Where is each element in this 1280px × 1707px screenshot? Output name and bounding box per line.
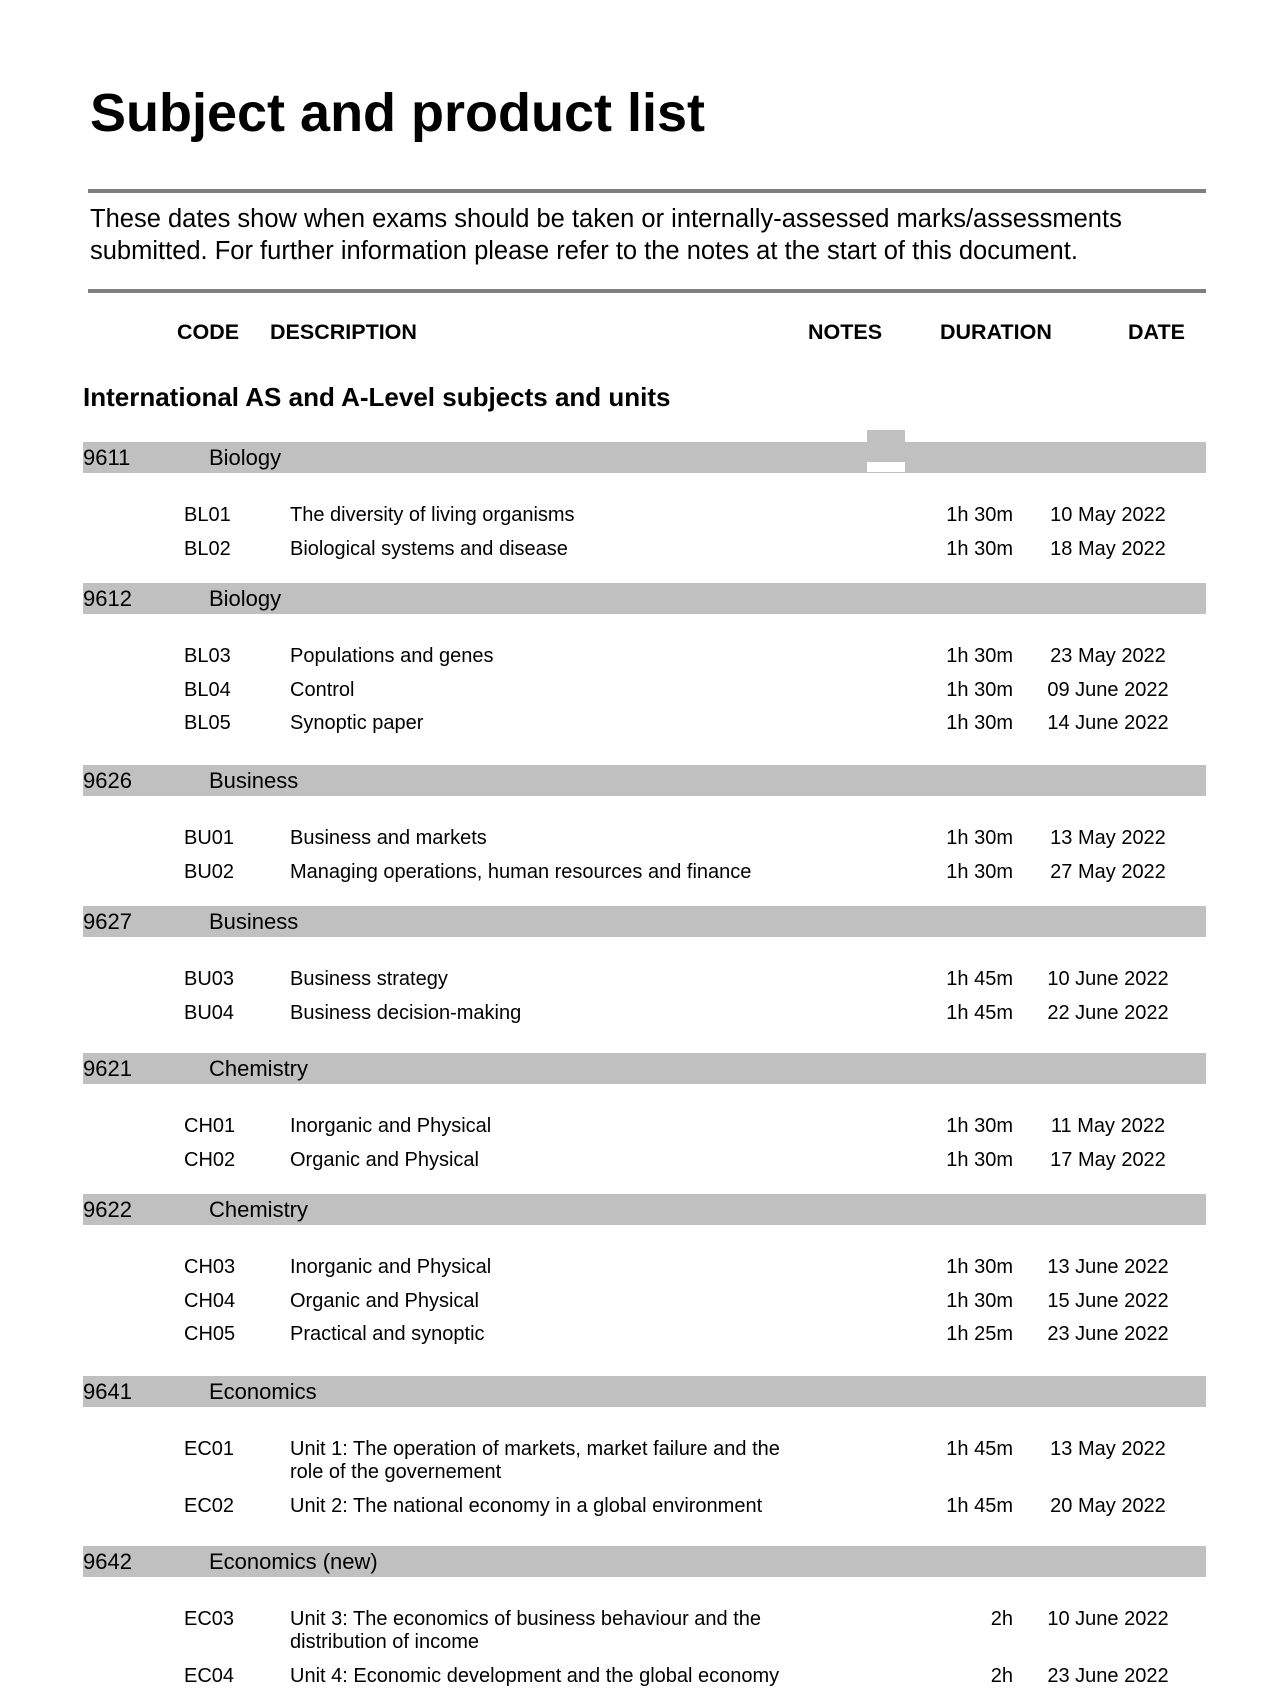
subject-code: 9627 [83,909,132,934]
unit-duration: 1h 30m [946,537,1013,560]
column-header-date: DATE [1128,320,1185,344]
unit-duration: 1h 45m [946,1494,1013,1517]
subject-header-bar [83,906,1206,937]
unit-description: Unit 3: The economics of business behaviour and the distribution of income [290,1608,762,1653]
column-header-description: DESCRIPTION [270,320,417,344]
unit-date: 18 May 2022 [1050,537,1166,560]
unit-date: 10 May 2022 [1050,504,1166,526]
unit-date: 10 June 2022 [1047,1608,1169,1630]
unit-code: BU04 [184,1001,235,1024]
unit-duration: 1h 30m [946,1115,1013,1137]
unit-code: EC01 [184,1438,235,1460]
unit-description: Populations and genes [290,645,494,667]
unit-description: Inorganic and Physical [290,1115,492,1137]
unit-code: BU03 [184,968,235,990]
unit-date: 11 May 2022 [1050,1115,1166,1137]
unit-description: Synoptic paper [290,712,424,734]
page-title: Subject and product list [90,83,706,143]
unit-duration: 1h 45m [946,1001,1013,1024]
subject-name: Chemistry [209,1197,309,1222]
unit-code: CH02 [184,1148,236,1171]
subject-header-bar [83,1194,1206,1225]
unit-description: Organic and Physical [290,1148,479,1171]
unit-code: BU01 [184,827,235,849]
unit-date: 13 May 2022 [1050,1438,1166,1460]
subject-code: 9621 [83,1056,132,1081]
unit-duration: 1h 25m [946,1323,1013,1345]
subject-name: Biology [209,445,282,470]
subject-name: Economics (new) [209,1549,378,1574]
unit-duration: 1h 30m [946,678,1013,701]
unit-date: 17 May 2022 [1050,1148,1166,1171]
subject-code: 9612 [83,586,132,611]
subject-name: Business [209,909,299,934]
unit-duration: 1h 45m [946,968,1013,990]
column-header-code: CODE [177,320,240,344]
unit-duration: 1h 30m [946,827,1013,849]
unit-code: BL02 [184,537,231,560]
unit-duration: 2h [990,1608,1013,1630]
unit-duration: 1h 30m [946,645,1013,667]
unit-date: 23 June 2022 [1047,1664,1169,1687]
unit-code: EC03 [184,1608,235,1630]
unit-description: Unit 1: The operation of markets, market failure and the role of the governement [290,1438,780,1483]
unit-date: 23 May 2022 [1050,645,1166,667]
unit-date: 20 May 2022 [1050,1494,1166,1517]
unit-code: BL03 [184,645,231,667]
unit-description: Control [290,678,355,701]
unit-date: 27 May 2022 [1050,860,1166,883]
intro-text: These dates show when exams should be taken or internally-assessed marks/assessments submitted. For further information please refer to the notes at the start of this document. [90,205,1122,265]
unit-description: The diversity of living organisms [290,504,575,526]
unit-description: Business decision-making [290,1001,522,1024]
unit-date: 23 June 2022 [1047,1323,1169,1345]
unit-description: Inorganic and Physical [290,1256,492,1278]
unit-duration: 1h 30m [946,1148,1013,1171]
unit-duration: 1h 30m [946,1289,1013,1312]
unit-description: Organic and Physical [290,1289,479,1312]
subject-code: 9641 [83,1379,132,1404]
subject-name: Business [209,768,299,793]
unit-duration: 1h 30m [946,504,1013,526]
subject-header-bar [83,1376,1206,1407]
subject-code: 9622 [83,1197,132,1222]
unit-code: EC04 [184,1664,235,1687]
unit-description: Business strategy [290,968,448,990]
subject-header-bar [83,765,1206,796]
unit-date: 14 June 2022 [1047,712,1169,734]
unit-code: CH04 [184,1289,236,1312]
unit-duration: 1h 30m [946,860,1013,883]
unit-date: 09 June 2022 [1047,678,1169,701]
unit-code: BL01 [184,504,231,526]
unit-date: 15 June 2022 [1047,1289,1169,1312]
unit-code: CH01 [184,1115,236,1137]
unit-description: Managing operations, human resources and finance [290,860,752,883]
unit-duration: 1h 30m [946,712,1013,734]
unit-date: 13 June 2022 [1047,1256,1169,1278]
notes-column-tab-gap [867,462,905,472]
unit-duration: 1h 30m [946,1256,1013,1278]
subject-code: 9611 [83,445,131,470]
unit-code: BL05 [184,712,231,734]
unit-description: Unit 2: The national economy in a global environment [290,1494,763,1517]
unit-description: Biological systems and disease [290,537,568,560]
subject-name: Economics [209,1379,317,1404]
unit-code: CH03 [184,1256,236,1278]
subject-header-bar [83,442,1206,473]
section-title: International AS and A-Level subjects and units [83,382,671,412]
unit-code: CH05 [184,1323,236,1345]
subject-header-bar [83,1053,1206,1084]
column-header-notes: NOTES [808,320,883,344]
unit-code: BU02 [184,860,235,883]
column-header-duration: DURATION [940,320,1052,344]
unit-code: BL04 [184,678,231,701]
subject-code: 9626 [83,768,132,793]
subject-header-bar [83,1546,1206,1577]
unit-duration: 2h [990,1664,1013,1687]
unit-date: 22 June 2022 [1047,1001,1169,1024]
subject-code: 9642 [83,1549,132,1574]
unit-description: Practical and synoptic [290,1323,485,1345]
unit-date: 13 May 2022 [1050,827,1166,849]
unit-duration: 1h 45m [946,1438,1013,1460]
subject-header-bar [83,583,1206,614]
unit-description: Business and markets [290,827,487,849]
subject-name: Chemistry [209,1056,309,1081]
unit-code: EC02 [184,1494,235,1517]
unit-description: Unit 4: Economic development and the global economy [290,1664,780,1687]
unit-date: 10 June 2022 [1047,968,1169,990]
subject-name: Biology [209,586,282,611]
